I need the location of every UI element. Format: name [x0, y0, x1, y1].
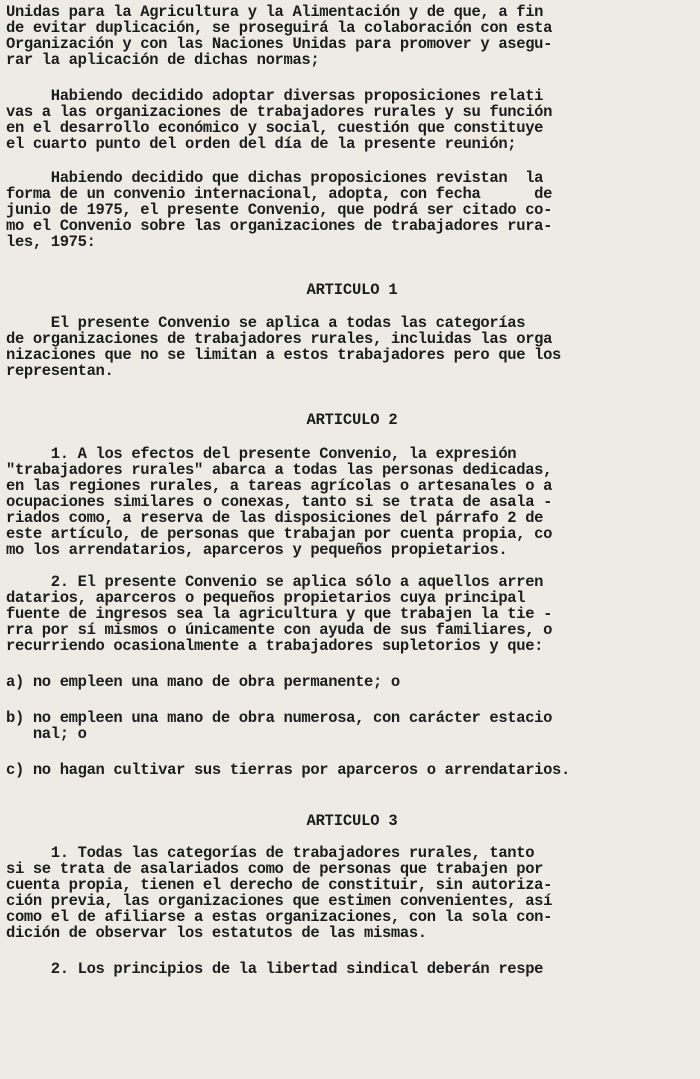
article-1-text: El presente Convenio se aplica a todas las categorías de organizaciones de trabajadores rurales, incluidas las orga nizaciones que no se limitan a estos trabajadores pero que los representan. — [6, 314, 561, 380]
article-2-item-a: a) no empleen una mano de obra permanente; o — [6, 673, 400, 691]
article-3-paragraph-1: 1. Todas las categorías de trabajadores rurales, tanto si se trata de asalariados como de personas que trabajen por cuenta propia, tienen el derecho de constituir, sin autoriza- ción previa, las organizaciones que estimen convenientes, así como el de afiliarse a estas organizaciones, con la sola con- dición de observar los estatutos de las mismas. — [6, 844, 553, 942]
article-2-item-c: c) no hagan cultivar sus tierras por aparceros o arrendatarios. — [6, 761, 570, 779]
article-2-paragraph-1: 1. A los efectos del presente Convenio, la expresión "trabajadores rurales" abarca a todas las personas dedicadas, en las regiones rurales, a tareas agrícolas o artesanales o a ocupaciones similares o conexas, tanto si se trata de asala - riados como, a reserva de las disposiciones del párrafo 2 de este artículo, de personas que trabajan por cuenta propia, co mo los arrendatarios, aparceros y pequeños propietarios. — [6, 445, 553, 559]
article-2-item-b: b) no empleen una mano de obra numerosa, con carácter estacio nal; o — [6, 709, 553, 743]
paragraph-convention-form: Habiendo decidido que dichas proposiciones revistan la forma de un convenio internacional, adopta, con fecha de junio de 1975, el presente Convenio, que podrá ser citado co- mo el Convenio sobre las organizaciones de trabajadores rura- les, 1975: — [6, 169, 553, 251]
article-1-heading: ARTICULO 1 — [306, 281, 398, 299]
article-3-heading: ARTICULO 3 — [306, 812, 398, 830]
article-3-paragraph-2: 2. Los principios de la libertad sindical deberán respe — [6, 960, 544, 978]
paragraph-fao-cooperation: Unidas para la Agricultura y la Alimentación y de que, a fin de evitar duplicación, se proseguirá la colaboración con esta Organización y con las Naciones Unidas para promover y asegu- rar la aplicación de dichas normas; — [6, 3, 553, 69]
article-2-heading: ARTICULO 2 — [306, 411, 398, 429]
article-2-paragraph-2: 2. El presente Convenio se aplica sólo a aquellos arren datarios, aparceros o pequeños propietarios cuya principal fuente de ingresos sea la agricultura y que trabajen la tie - rra por sí mismos o únicamente con ayuda de sus familiares, o recurriendo ocasionalmente a trabajadores supletorios y que: — [6, 573, 553, 655]
paragraph-proposals-adopted: Habiendo decidido adoptar diversas proposiciones relati vas a las organizaciones de trabajadores rurales y su función en el desarrollo económico y social, cuestión que constituye el cuarto punto del orden del día de la presente reunión; — [6, 87, 553, 153]
